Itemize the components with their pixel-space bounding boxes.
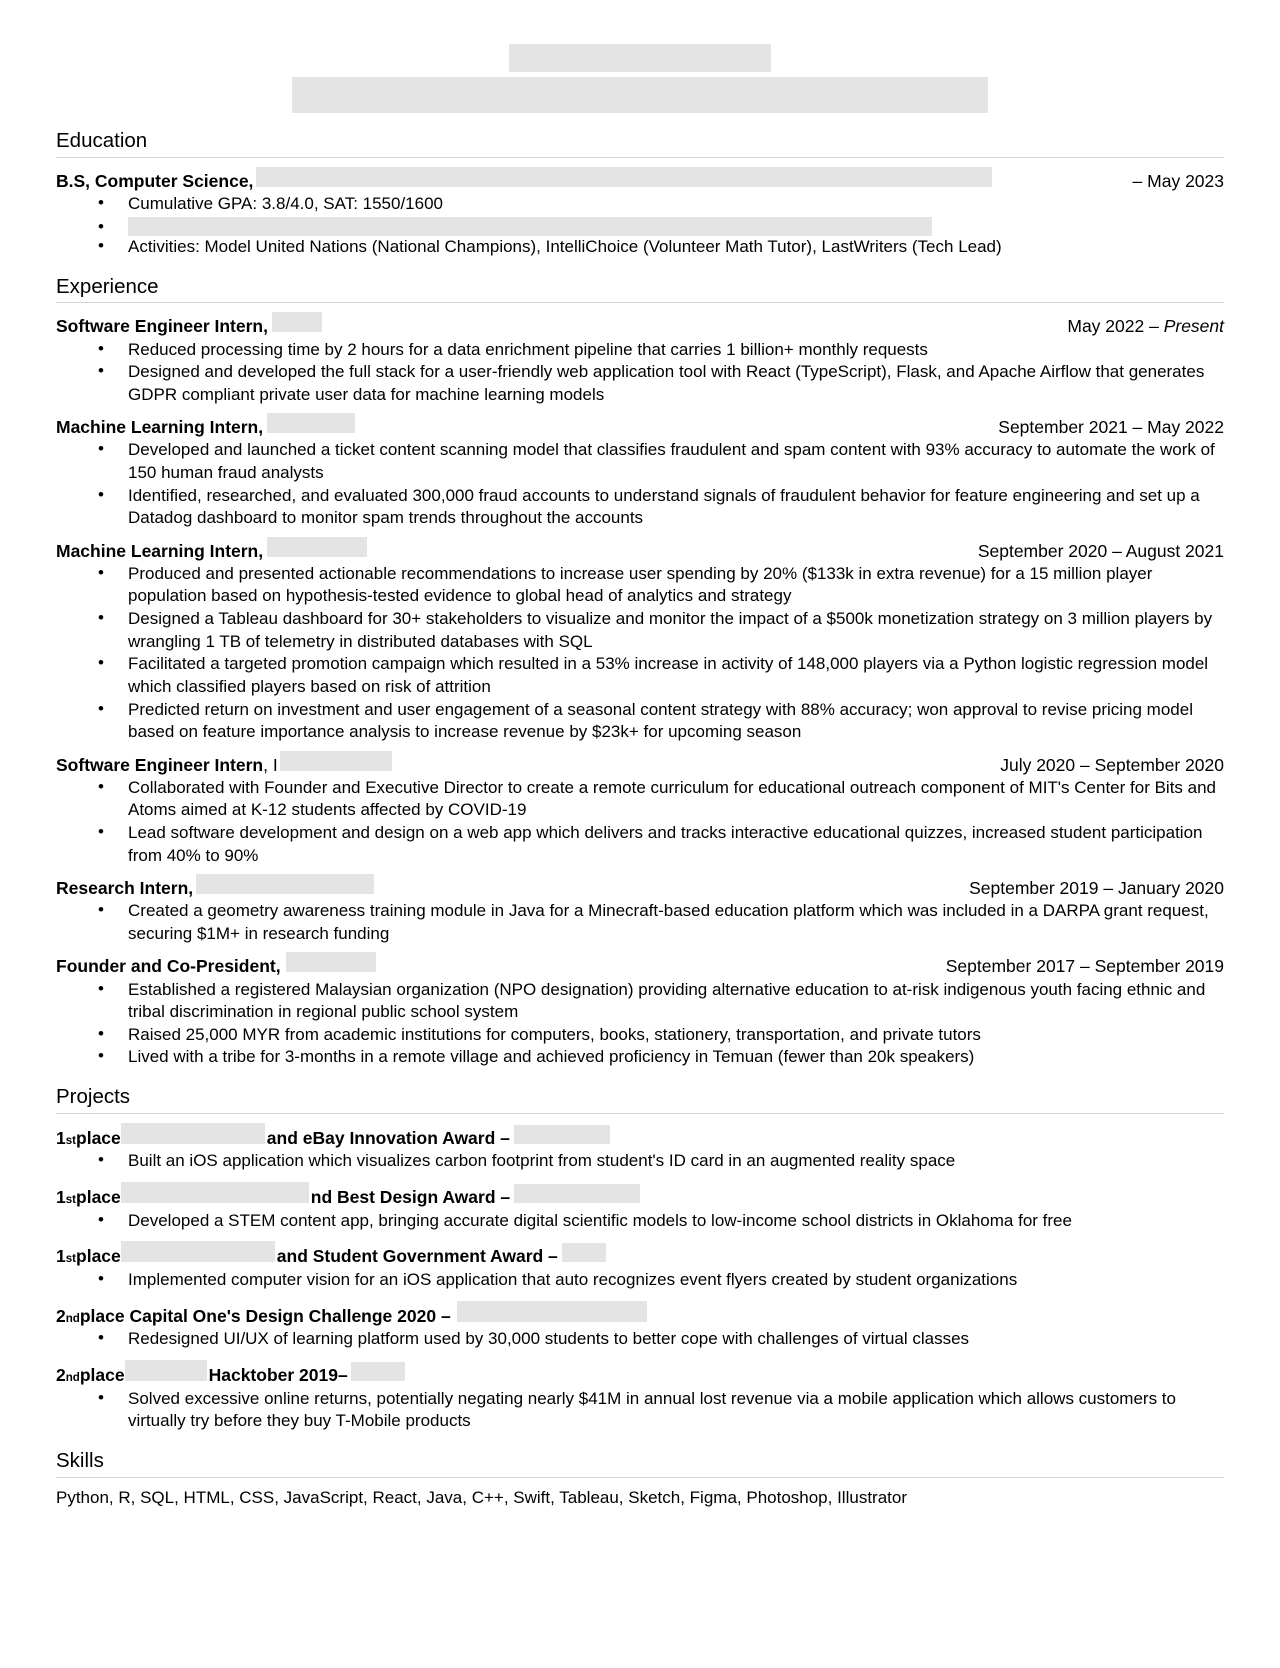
- experience-date: September 2021 – May 2022: [998, 417, 1224, 438]
- redacted-project-name: [125, 1360, 207, 1381]
- experience-date-present: Present: [1163, 316, 1224, 337]
- experience-job-title-line: [56, 312, 322, 337]
- experience-bullet: • Created a geometry awareness training module in Java for a Minecraft-based education platform which was included in a DARPA grant request, securing $1M+ in research funding: [56, 900, 1224, 945]
- experience-bullet-list: [56, 979, 1224, 1069]
- redacted-project-name: [121, 1241, 275, 1262]
- section-divider-education: [56, 157, 1224, 158]
- project-bullet-list: [56, 1328, 1224, 1351]
- project-entry-header: 1 st place and eBay Innovation Award –: [56, 1123, 1224, 1150]
- experience-entry-header: [56, 874, 1224, 899]
- project-place-label: place: [76, 1127, 121, 1148]
- redacted-employer: [280, 751, 392, 771]
- experience-bullet-list: [56, 439, 1224, 529]
- project-entry-header: 2 nd place Hacktober 2019–: [56, 1360, 1224, 1387]
- redacted-coursework: [128, 217, 932, 236]
- project-award: nd Best Design Award –: [310, 1186, 511, 1207]
- experience-bullet: • Predicted return on investment and user engagement of a seasonal content strategy with 88% accuracy; won approval to revise pricing model based on feature importance analysis to increase revenue by $23k+ for upcoming season: [56, 699, 1224, 744]
- project-place-label: place Capital One's Design Challenge 2020 –: [79, 1305, 451, 1326]
- experience-bullet: • Reduced processing time by 2 hours for a data enrichment pipeline that carries 1 billion+ monthly requests: [56, 339, 1224, 362]
- project-bullet: • Implemented computer vision for an iOS application that auto recognizes event flyers created by student organizations: [56, 1269, 1224, 1292]
- project-award: Hacktober 2019–: [208, 1365, 348, 1385]
- redacted-project-event: [562, 1243, 606, 1262]
- education-bullet-list: [56, 193, 1224, 259]
- section-title-experience: Experience: [56, 274, 159, 298]
- section-projects: [56, 1085, 1224, 1433]
- redacted-employer: [267, 413, 355, 433]
- experience-bullet: • Raised 25,000 MYR from academic institutions for computers, books, stationery, transportation, and private tutors: [56, 1024, 1224, 1047]
- project-rank: 1: [56, 1127, 66, 1148]
- redacted-employer: [286, 952, 376, 972]
- section-divider-experience: [56, 302, 1224, 303]
- redacted-project-event: [514, 1184, 640, 1203]
- experience-job-title: Software Engineer Intern: [56, 754, 264, 775]
- section-title-skills: Skills: [56, 1448, 104, 1472]
- project-bullet: • Built an iOS application which visualizes carbon footprint from student's ID card in an augmented reality space: [56, 1150, 1224, 1173]
- experience-job-title: Research Intern,: [56, 878, 194, 899]
- experience-job-title-line: [56, 413, 355, 438]
- redacted-employer: [272, 312, 322, 332]
- redacted-name: [509, 44, 771, 72]
- project-place-label: place: [76, 1246, 121, 1267]
- project-bullet: • Solved excessive online returns, potentially negating nearly $41M in annual lost revenue via a mobile application which allows customers to virtually try before they buy T-Mobile products: [56, 1388, 1224, 1433]
- redacted-project-name: [121, 1182, 309, 1203]
- experience-date: July 2020 – September 2020: [1000, 754, 1224, 775]
- education-bullet: • Cumulative GPA: 3.8/4.0, SAT: 1550/1600: [56, 193, 1224, 216]
- project-rank: 1: [56, 1186, 66, 1207]
- education-entry-header: [56, 167, 1224, 192]
- project-rank: 2: [56, 1365, 66, 1385]
- education-bullet: • Activities: Model United Nations (National Champions), IntelliChoice (Volunteer Math Tutor), LastWriters (Tech Lead): [56, 236, 1224, 259]
- experience-bullet-list: [56, 339, 1224, 407]
- section-education: [56, 129, 1224, 259]
- resume-header: [56, 0, 1224, 113]
- project-place-label: place: [76, 1186, 121, 1207]
- experience-bullet: • Facilitated a targeted promotion campaign which resulted in a 53% increase in activity of 148,000 players via a Python logistic regression model which classified players based on risk of attrition: [56, 653, 1224, 698]
- education-bullet-redacted: [56, 217, 1224, 236]
- project-award: and Student Government Award –: [276, 1246, 558, 1267]
- experience-job-title-line: [56, 952, 376, 977]
- experience-bullet-list: [56, 900, 1224, 945]
- experience-bullet-list: [56, 563, 1224, 744]
- experience-bullet: • Lived with a tribe for 3-months in a remote village and achieved proficiency in Temuan (fewer than 20k speakers): [56, 1046, 1224, 1069]
- project-place-label: place: [79, 1365, 125, 1385]
- project-rank: 2: [56, 1305, 66, 1326]
- experience-date-prefix: May 2022 –: [1067, 316, 1164, 337]
- experience-bullet: • Designed and developed the full stack for a user-friendly web application tool with React (TypeScript), Flask, and Apache Airflow that generates GDPR compliant private user data for machine learning models: [56, 361, 1224, 406]
- section-skills: [56, 1449, 1224, 1510]
- experience-job-title-line: [56, 874, 374, 899]
- experience-date: September 2020 – August 2021: [977, 540, 1224, 561]
- section-divider-projects: [56, 1113, 1224, 1114]
- experience-date: [1067, 315, 1224, 337]
- experience-entry-header: [56, 952, 1224, 977]
- experience-entry-header: [56, 413, 1224, 438]
- experience-bullet: • Designed a Tableau dashboard for 30+ stakeholders to visualize and monitor the impact of a $500k monetization strategy on 3 million players by wrangling 1 TB of telemetry in distributed databases with SQL: [56, 608, 1224, 653]
- project-award: and eBay Innovation Award –: [266, 1127, 510, 1148]
- redacted-project-event: [351, 1362, 405, 1381]
- redacted-employer: [196, 874, 374, 894]
- experience-job-title-suffix: , I: [263, 754, 278, 775]
- project-bullet-list: [56, 1150, 1224, 1173]
- experience-date: September 2017 – September 2019: [945, 956, 1224, 977]
- education-degree-line: [56, 167, 992, 192]
- experience-job-title: Founder and Co-President,: [56, 956, 281, 977]
- experience-entry-header: [56, 751, 1224, 776]
- project-bullet: • Redesigned UI/UX of learning platform used by 30,000 students to better cope with challenges of virtual classes: [56, 1328, 1224, 1351]
- experience-job-title-line: [56, 537, 367, 562]
- experience-job-title: Software Engineer Intern,: [56, 316, 268, 337]
- redacted-project-name: [121, 1123, 265, 1144]
- experience-bullet: • Developed and launched a ticket content scanning model that classifies fraudulent and spam content with 93% accuracy to automate the work of 150 human fraud analysts: [56, 439, 1224, 484]
- redacted-contact-info: [292, 77, 988, 113]
- experience-entry-header: [56, 537, 1224, 562]
- project-rank: 1: [56, 1246, 66, 1267]
- project-bullet-list: [56, 1210, 1224, 1233]
- experience-job-title: Machine Learning Intern,: [56, 540, 264, 561]
- education-date: – May 2023: [1132, 170, 1224, 191]
- section-divider-skills: [56, 1477, 1224, 1478]
- experience-bullet: • Established a registered Malaysian organization (NPO designation) providing alternative education to at-risk indigenous youth facing ethnic and tribal discrimination in regional public school system: [56, 979, 1224, 1024]
- project-bullet-list: [56, 1388, 1224, 1433]
- bottom-spacer: [56, 1510, 1224, 1516]
- experience-bullet: • Collaborated with Founder and Executive Director to create a remote curriculum for educational outreach component of MIT's Center for Bits and Atoms aimed at K-12 students affected by COVID-19: [56, 777, 1224, 822]
- redacted-employer: [267, 537, 367, 557]
- experience-bullet: • Produced and presented actionable recommendations to increase user spending by 20% ($133k in extra revenue) for a 15 million player population based on hypothesis-tested evidence to global head of analytics and strategy: [56, 563, 1224, 608]
- experience-job-title: Machine Learning Intern,: [56, 417, 264, 438]
- experience-bullet-list: [56, 777, 1224, 867]
- skills-list: Python, R, SQL, HTML, CSS, JavaScript, React, Java, C++, Swift, Tableau, Sketch, Figma, Photoshop, Illustrator: [56, 1487, 907, 1507]
- project-bullet: • Developed a STEM content app, bringing accurate digital scientific models to low-income school districts in Oklahoma for free: [56, 1210, 1224, 1233]
- redacted-school-name: [256, 167, 992, 187]
- experience-entry-header: [56, 312, 1224, 337]
- project-entry-header: 1 st place and Student Government Award –: [56, 1241, 1224, 1268]
- experience-bullet: • Identified, researched, and evaluated 300,000 fraud accounts to understand signals of fraudulent behavior for feature engineering and set up a Datadog dashboard to monitor spam trends throughout the accounts: [56, 485, 1224, 530]
- section-experience: [56, 275, 1224, 1069]
- project-entry-header: 2 nd place Capital One's Design Challenge 2020 –: [56, 1301, 1224, 1328]
- project-entry-header: 1 st place nd Best Design Award –: [56, 1182, 1224, 1209]
- redacted-project-event: [457, 1301, 647, 1322]
- project-bullet-list: [56, 1269, 1224, 1292]
- redacted-project-event: [514, 1125, 610, 1144]
- experience-job-title-line: [56, 751, 392, 776]
- section-title-education: Education: [56, 129, 148, 152]
- section-title-projects: Projects: [56, 1084, 131, 1108]
- experience-bullet: • Lead software development and design on a web app which delivers and tracks interactive educational quizzes, increased student participation from 40% to 90%: [56, 822, 1224, 867]
- education-degree-label: B.S, Computer Science,: [56, 170, 254, 191]
- experience-date: September 2019 – January 2020: [969, 878, 1224, 899]
